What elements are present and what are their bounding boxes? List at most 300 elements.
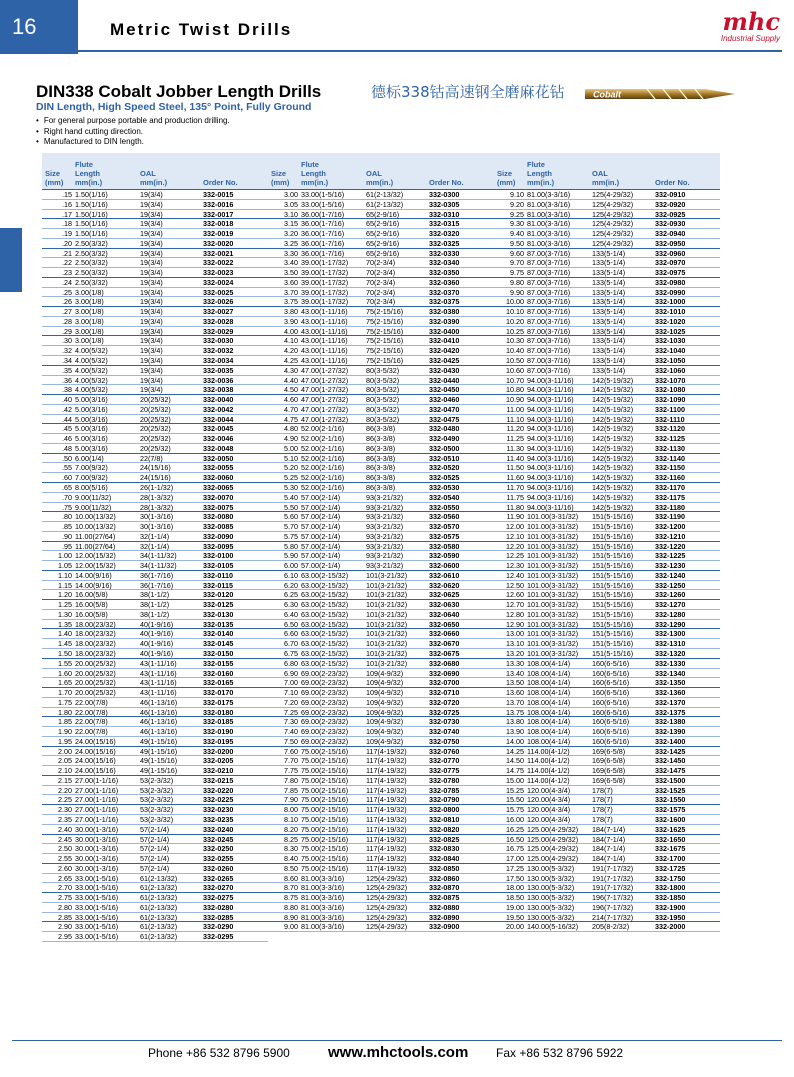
- cell-oal: 142(5-19/32): [592, 434, 634, 444]
- cell-flute-length: 33.00(1-5/16): [75, 883, 119, 893]
- cell-oal: 53(2-3/32): [140, 795, 174, 805]
- cell-order-no: 332-0700: [429, 678, 460, 688]
- cell-flute-length: 101.00(3-31/32): [527, 551, 579, 561]
- cell-flute-length: 87.00(3-7/16): [527, 297, 571, 307]
- cell-size: .26: [62, 297, 72, 307]
- table-row: [268, 678, 494, 688]
- cell-size: 12.80: [506, 609, 524, 619]
- cell-order-no: 332-0145: [203, 639, 234, 649]
- cell-flute-length: 94.00(3-11/16): [527, 395, 574, 405]
- table-row: [268, 434, 494, 444]
- header-size: [45, 169, 63, 187]
- cell-flute-length: 2.50(3/32): [75, 268, 108, 278]
- table-row: [42, 463, 268, 473]
- table-row: [42, 444, 268, 454]
- cell-flute-length: 57.00(2-1/4): [301, 492, 341, 502]
- cell-flute-length: 101.00(3-31/32): [527, 522, 579, 532]
- cell-order-no: 332-1650: [655, 834, 686, 844]
- cell-oal: 80(3-5/32): [366, 375, 400, 385]
- cell-order-no: 332-1390: [655, 727, 686, 737]
- cell-oal: 86(3-3/8): [366, 482, 396, 492]
- cell-order-no: 332-1190: [655, 512, 685, 522]
- cell-oal: 30(1-3/16): [140, 522, 174, 532]
- cell-order-no: 332-0095: [203, 541, 234, 551]
- cell-oal: 61(2-13/32): [140, 883, 178, 893]
- cell-order-no: 332-1000: [655, 297, 686, 307]
- cell-order-no: 332-0055: [203, 463, 234, 473]
- cell-flute-length: 69.00(2-23/32): [301, 697, 349, 707]
- table-row: [494, 454, 720, 464]
- cell-size: 14.00: [506, 736, 524, 746]
- cell-order-no: 332-1140: [655, 453, 685, 463]
- table-row: [268, 571, 494, 581]
- cell-size: .15: [62, 190, 72, 199]
- table-row: [494, 444, 720, 454]
- cell-flute-length: 5.00(3/16): [75, 404, 108, 414]
- cell-size: 1.85: [58, 717, 72, 727]
- cell-oal: 53(2-3/32): [140, 805, 174, 815]
- cell-order-no: 332-0195: [203, 736, 234, 746]
- table-row: [268, 913, 494, 923]
- table-row: [494, 503, 720, 513]
- cell-order-no: 332-1270: [655, 600, 686, 610]
- cell-order-no: 332-0870: [429, 883, 460, 893]
- cell-flute-length: 94.00(3-11/16): [527, 375, 574, 385]
- cell-size: .21: [62, 248, 72, 258]
- cell-flute-length: 81.00(3-3/16): [301, 883, 345, 893]
- cell-order-no: 332-0042: [203, 404, 234, 414]
- table-row: [42, 278, 268, 288]
- cell-oal: 151(5-15/16): [592, 609, 634, 619]
- cell-oal: 19(3/4): [140, 268, 163, 278]
- cell-size: 8.80: [284, 902, 298, 912]
- header-size-line: (mm): [497, 178, 516, 187]
- cell-order-no: 332-1180: [655, 502, 685, 512]
- cell-flute-length: 20.00(25/32): [75, 688, 116, 698]
- cell-oal: 57(2-1/4): [140, 824, 170, 834]
- cell-flute-length: 130.00(5-3/32): [527, 863, 575, 873]
- cell-order-no: 332-0690: [429, 668, 460, 678]
- cell-order-no: 332-0034: [203, 356, 234, 366]
- cell-oal: 53(2-3/32): [140, 775, 174, 785]
- cell-size: 3.50: [284, 268, 298, 278]
- table-row: [42, 669, 268, 679]
- cell-oal: 49(1-15/16): [140, 766, 178, 776]
- cell-order-no: 332-0325: [429, 238, 460, 248]
- table-row: [42, 932, 268, 942]
- cell-size: 11.30: [506, 443, 524, 453]
- cell-oal: 75(2-15/16): [366, 356, 404, 366]
- cell-order-no: 332-0020: [203, 238, 234, 248]
- table-row: [494, 864, 720, 874]
- cell-order-no: 332-1750: [655, 873, 686, 883]
- cell-flute-length: 75.00(2-15/16): [301, 785, 349, 795]
- cell-oal: 80(3-5/32): [366, 414, 400, 424]
- cell-order-no: 332-0021: [203, 248, 234, 258]
- cell-order-no: 332-0110: [203, 570, 233, 580]
- cell-order-no: 332-0250: [203, 844, 234, 854]
- cell-size: 3.40: [284, 258, 298, 268]
- cell-size: 2.05: [58, 756, 72, 766]
- cell-size: 4.90: [284, 434, 298, 444]
- header-order-no: Order No.: [429, 178, 464, 187]
- cell-flute-length: 75.00(2-15/16): [301, 863, 349, 873]
- cell-oal: 109(4-9/32): [366, 736, 404, 746]
- cell-oal: 142(5-19/32): [592, 453, 634, 463]
- cell-flute-length: 81.00(3-3/16): [301, 922, 345, 932]
- table-row: [42, 776, 268, 786]
- cell-order-no: 332-0270: [203, 883, 234, 893]
- table-row: [42, 356, 268, 366]
- cell-oal: 61(2-13/32): [140, 902, 178, 912]
- table-row: [494, 512, 720, 522]
- cell-flute-length: 7.00(9/32): [75, 473, 108, 483]
- table-row: [268, 278, 494, 288]
- header-size-line: Size: [45, 169, 61, 178]
- cell-oal: 57(2-1/4): [140, 844, 170, 854]
- table-row: [268, 698, 494, 708]
- table-row: [268, 356, 494, 366]
- cell-oal: 61(2-13/32): [140, 893, 178, 903]
- cell-size: .28: [62, 316, 72, 326]
- cell-order-no: 332-0790: [429, 795, 460, 805]
- cell-size: 2.40: [58, 824, 72, 834]
- cell-flute-length: 87.00(3-7/16): [527, 277, 571, 287]
- table-row: [42, 708, 268, 718]
- cell-oal: 70(2-3/4): [366, 297, 396, 307]
- cell-order-no: 332-0610: [429, 570, 460, 580]
- cell-size: 6.60: [284, 629, 298, 639]
- cell-flute-length: 108.00(4-1/4): [527, 688, 571, 698]
- cell-size: 7.90: [284, 795, 298, 805]
- cell-flute-length: 4.00(5/32): [75, 346, 108, 356]
- table-row: [42, 473, 268, 483]
- cell-size: 12.10: [506, 531, 524, 541]
- cell-size: 11.40: [506, 453, 524, 463]
- cell-flute-length: 108.00(4-1/4): [527, 717, 571, 727]
- cell-size: 3.60: [284, 277, 298, 287]
- cell-size: 9.25: [510, 209, 524, 219]
- table-row: [268, 336, 494, 346]
- cell-flute-length: 36.00(1-7/16): [301, 209, 345, 219]
- table-row: [494, 669, 720, 679]
- cell-oal: 133(5-1/4): [592, 307, 626, 317]
- cell-flute-length: 75.00(2-15/16): [301, 805, 349, 815]
- cell-flute-length: 81.00(3-3/16): [301, 912, 345, 922]
- cell-order-no: 332-0560: [429, 512, 460, 522]
- table-row: [268, 844, 494, 854]
- cell-order-no: 332-0120: [203, 590, 234, 600]
- cell-order-no: 332-1050: [655, 356, 686, 366]
- table-row: [494, 385, 720, 395]
- cell-size: 4.25: [284, 356, 298, 366]
- table-row: [268, 737, 494, 747]
- table-row: [494, 288, 720, 298]
- cell-oal: 20(25/32): [140, 443, 171, 453]
- cell-order-no: 332-0175: [203, 697, 234, 707]
- cell-flute-length: 9.00(11/32): [75, 492, 112, 502]
- cell-size: 3.70: [284, 287, 298, 297]
- cell-size: 1.10: [58, 570, 72, 580]
- cell-order-no: 332-0980: [655, 277, 686, 287]
- footer-website-link[interactable]: www.mhctools.com: [328, 1044, 469, 1061]
- header-flute-line: Flute: [301, 160, 319, 169]
- cell-flute-length: 36.00(1-7/16): [301, 219, 345, 229]
- cell-oal: 160(6-5/16): [592, 658, 630, 668]
- cell-size: 15.50: [506, 795, 524, 805]
- cell-size: 17.00: [506, 854, 524, 864]
- cell-flute-length: 130.00(5-3/32): [527, 902, 575, 912]
- cell-oal: 70(2-3/4): [366, 287, 396, 297]
- cell-flute-length: 4.00(5/32): [75, 375, 108, 385]
- cell-order-no: 332-0360: [429, 277, 460, 287]
- cell-flute-length: 140.00(5-16/32): [527, 922, 579, 932]
- cell-flute-length: 101.00(3-31/32): [527, 512, 579, 522]
- cell-oal: 125(4-29/32): [366, 873, 408, 883]
- cell-size: .16: [62, 199, 72, 209]
- cell-oal: 38(1-1/2): [140, 590, 170, 600]
- cell-flute-length: 30.00(1-3/16): [75, 824, 119, 834]
- cell-flute-length: 120.00(4-3/4): [527, 795, 571, 805]
- table-row: [494, 415, 720, 425]
- cell-oal: 43(1-11/16): [140, 658, 177, 668]
- cell-flute-length: 57.00(2-1/4): [301, 531, 341, 541]
- header-flute: [527, 160, 554, 187]
- header-oal-line: OAL: [366, 169, 382, 178]
- cell-size: 1.50: [58, 648, 72, 658]
- cell-flute-length: 47.00(1-27/32): [301, 395, 349, 405]
- cell-size: 4.30: [284, 365, 298, 375]
- cell-order-no: 332-0975: [655, 268, 686, 278]
- cell-flute-length: 63.00(2-15/32): [301, 600, 349, 610]
- cell-order-no: 332-0770: [429, 756, 460, 766]
- cell-flute-length: 5.00(3/16): [75, 395, 108, 405]
- cell-order-no: 332-0640: [429, 609, 460, 619]
- cell-size: 13.70: [506, 697, 524, 707]
- cell-order-no: 332-0060: [203, 473, 234, 483]
- cell-size: 3.00: [284, 190, 298, 199]
- table-row: [494, 600, 720, 610]
- header-size: [497, 169, 515, 187]
- cell-flute-length: 33.00(1-5/16): [75, 893, 119, 903]
- cell-order-no: 332-1500: [655, 775, 686, 785]
- cell-order-no: 332-0550: [429, 502, 460, 512]
- cell-flute-length: 33.00(1-5/16): [75, 932, 119, 942]
- cell-size: 8.10: [284, 815, 298, 824]
- cell-oal: 46(1-13/16): [140, 727, 178, 737]
- table-row: [268, 297, 494, 307]
- cell-oal: 117(4-19/32): [366, 766, 407, 776]
- table-row: [494, 913, 720, 923]
- cell-flute-length: 1.50(1/16): [75, 199, 108, 209]
- cell-oal: 142(5-19/32): [592, 385, 634, 395]
- cell-size: 2.35: [58, 815, 72, 824]
- cell-oal: 160(6-5/16): [592, 668, 630, 678]
- cell-size: 7.10: [284, 688, 298, 698]
- cell-order-no: 332-0044: [203, 414, 234, 424]
- cell-order-no: 332-1020: [655, 316, 686, 326]
- cell-order-no: 332-1800: [655, 883, 686, 893]
- cell-size: 11.20: [506, 424, 524, 434]
- cell-oal: 61(2-13/32): [140, 932, 178, 942]
- cell-flute-length: 87.00(3-7/16): [527, 268, 571, 278]
- cell-oal: 86(3-3/8): [366, 473, 396, 483]
- cell-size: 1.90: [58, 727, 72, 737]
- table-row: [42, 698, 268, 708]
- table-row: [268, 854, 494, 864]
- cell-size: 11.80: [506, 502, 524, 512]
- cell-oal: 109(4-9/32): [366, 707, 404, 717]
- cell-oal: 34(1-11/32): [140, 561, 177, 571]
- cell-size: 12.20: [506, 541, 524, 551]
- cell-size: 5.75: [284, 531, 298, 541]
- cell-flute-length: 22.00(7/8): [75, 707, 108, 717]
- cell-size: 12.40: [506, 570, 524, 580]
- cell-size: 6.90: [284, 668, 298, 678]
- cell-oal: 142(5-19/32): [592, 395, 634, 405]
- cell-order-no: 332-1240: [655, 570, 686, 580]
- cell-size: 9.50: [510, 238, 524, 248]
- cell-order-no: 332-0135: [203, 619, 234, 629]
- cell-flute-length: 108.00(4-1/4): [527, 697, 571, 707]
- cell-oal: 109(4-9/32): [366, 717, 404, 727]
- cell-flute-length: 69.00(2-23/32): [301, 688, 349, 698]
- cell-size: 2.15: [58, 775, 72, 785]
- cell-order-no: 332-1150: [655, 463, 685, 473]
- cell-flute-length: 114.00(4-1/2): [527, 766, 570, 776]
- table-row: [268, 512, 494, 522]
- cell-oal: 142(5-19/32): [592, 443, 634, 453]
- cell-size: 5.80: [284, 541, 298, 551]
- cell-oal: 19(3/4): [140, 336, 163, 346]
- cell-size: 2.25: [58, 795, 72, 805]
- cell-flute-length: 75.00(2-15/16): [301, 844, 349, 854]
- cell-order-no: 332-1575: [655, 805, 686, 815]
- cell-oal: 86(3-3/8): [366, 424, 396, 434]
- header-oal: [140, 169, 167, 187]
- table-row: [42, 815, 268, 825]
- header-flute-line: Length: [301, 169, 326, 178]
- cell-order-no: 332-0085: [203, 522, 234, 532]
- cell-flute-length: 6.00(1/4): [75, 453, 104, 463]
- cell-order-no: 332-0315: [429, 219, 460, 229]
- cell-flute-length: 94.00(3-11/16): [527, 385, 574, 395]
- table-row: [494, 434, 720, 444]
- cell-oal: 125(4-29/32): [592, 199, 634, 209]
- cell-oal: 19(3/4): [140, 326, 163, 336]
- cell-oal: 43(1-11/16): [140, 688, 177, 698]
- table-row: [494, 249, 720, 259]
- cell-oal: 169(6-5/8): [592, 746, 626, 756]
- cell-order-no: 332-0660: [429, 629, 460, 639]
- table-row: [494, 327, 720, 337]
- cell-order-no: 332-1060: [655, 365, 686, 375]
- table-row: [268, 376, 494, 386]
- cell-oal: 125(4-29/32): [366, 902, 408, 912]
- table-row: [268, 922, 494, 932]
- table-row: [494, 219, 720, 229]
- table-row: [268, 249, 494, 259]
- cell-size: 13.30: [506, 658, 524, 668]
- cell-size: 12.25: [506, 551, 524, 561]
- table-row: [268, 405, 494, 415]
- cell-size: 8.00: [284, 805, 298, 815]
- cell-size: 1.05: [58, 561, 72, 571]
- cell-order-no: 332-0740: [429, 727, 460, 737]
- cell-order-no: 332-0340: [429, 258, 460, 268]
- table-row: [42, 590, 268, 600]
- cell-order-no: 332-0820: [429, 824, 460, 834]
- cell-flute-length: 120.00(4-3/4): [527, 785, 571, 795]
- cell-order-no: 332-0680: [429, 658, 460, 668]
- cell-order-no: 332-1400: [655, 736, 686, 746]
- cell-order-no: 332-0205: [203, 756, 234, 766]
- company-logo[interactable]: [680, 7, 780, 46]
- table-row: [268, 805, 494, 815]
- cell-order-no: 332-1220: [655, 541, 686, 551]
- cell-size: .29: [62, 326, 72, 336]
- cell-order-no: 332-0024: [203, 277, 234, 287]
- cell-flute-length: 36.00(1-7/16): [301, 248, 345, 258]
- cell-oal: 19(3/4): [140, 199, 163, 209]
- cell-size: 11.00: [506, 404, 524, 414]
- cell-oal: 151(5-15/16): [592, 619, 634, 629]
- table-row: [42, 688, 268, 698]
- cell-oal: 117(4-19/32): [366, 815, 407, 824]
- cell-size: .48: [62, 443, 72, 453]
- cell-oal: 151(5-15/16): [592, 570, 634, 580]
- cell-oal: 40(1-9/16): [140, 648, 174, 658]
- cell-oal: 93(3-21/32): [366, 561, 404, 571]
- table-row: [42, 825, 268, 835]
- cell-oal: 30(1-3/16): [140, 512, 174, 522]
- cell-flute-length: 108.00(4-1/4): [527, 727, 571, 737]
- cell-order-no: 332-0300: [429, 190, 460, 199]
- cell-order-no: 332-1170: [655, 482, 685, 492]
- cell-order-no: 332-1600: [655, 815, 686, 824]
- cell-flute-length: 24.00(15/16): [75, 746, 116, 756]
- cell-order-no: 332-0460: [429, 395, 460, 405]
- cell-oal: 80(3-5/32): [366, 365, 400, 375]
- cell-oal: 93(3-21/32): [366, 551, 404, 561]
- cell-flute-length: 63.00(2-15/32): [301, 648, 349, 658]
- cell-size: 6.50: [284, 619, 298, 629]
- cell-size: 7.60: [284, 746, 298, 756]
- cell-flute-length: 101.00(3-31/32): [527, 619, 579, 629]
- cell-size: .20: [62, 238, 72, 248]
- cell-order-no: 332-0185: [203, 717, 234, 727]
- cell-size: 7.25: [284, 707, 298, 717]
- cell-flute-length: 43.00(1-11/16): [301, 316, 348, 326]
- cell-size: 9.10: [510, 190, 524, 199]
- cell-size: 5.30: [284, 482, 298, 492]
- cell-size: 12.30: [506, 561, 524, 571]
- cell-order-no: 332-1950: [655, 912, 686, 922]
- cell-order-no: 332-0490: [429, 434, 460, 444]
- table-row: [42, 415, 268, 425]
- cell-order-no: 332-1130: [655, 443, 685, 453]
- cell-oal: 19(3/4): [140, 297, 163, 307]
- table-row: [42, 874, 268, 884]
- cell-size: .90: [62, 531, 72, 541]
- cell-oal: 117(4-19/32): [366, 863, 407, 873]
- cell-oal: 46(1-13/16): [140, 717, 178, 727]
- cell-size: 19.00: [506, 902, 524, 912]
- cell-order-no: 332-0875: [429, 893, 460, 903]
- cell-flute-length: 36.00(1-7/16): [301, 238, 345, 248]
- cell-size: 12.00: [506, 522, 524, 532]
- cell-size: 13.40: [506, 668, 524, 678]
